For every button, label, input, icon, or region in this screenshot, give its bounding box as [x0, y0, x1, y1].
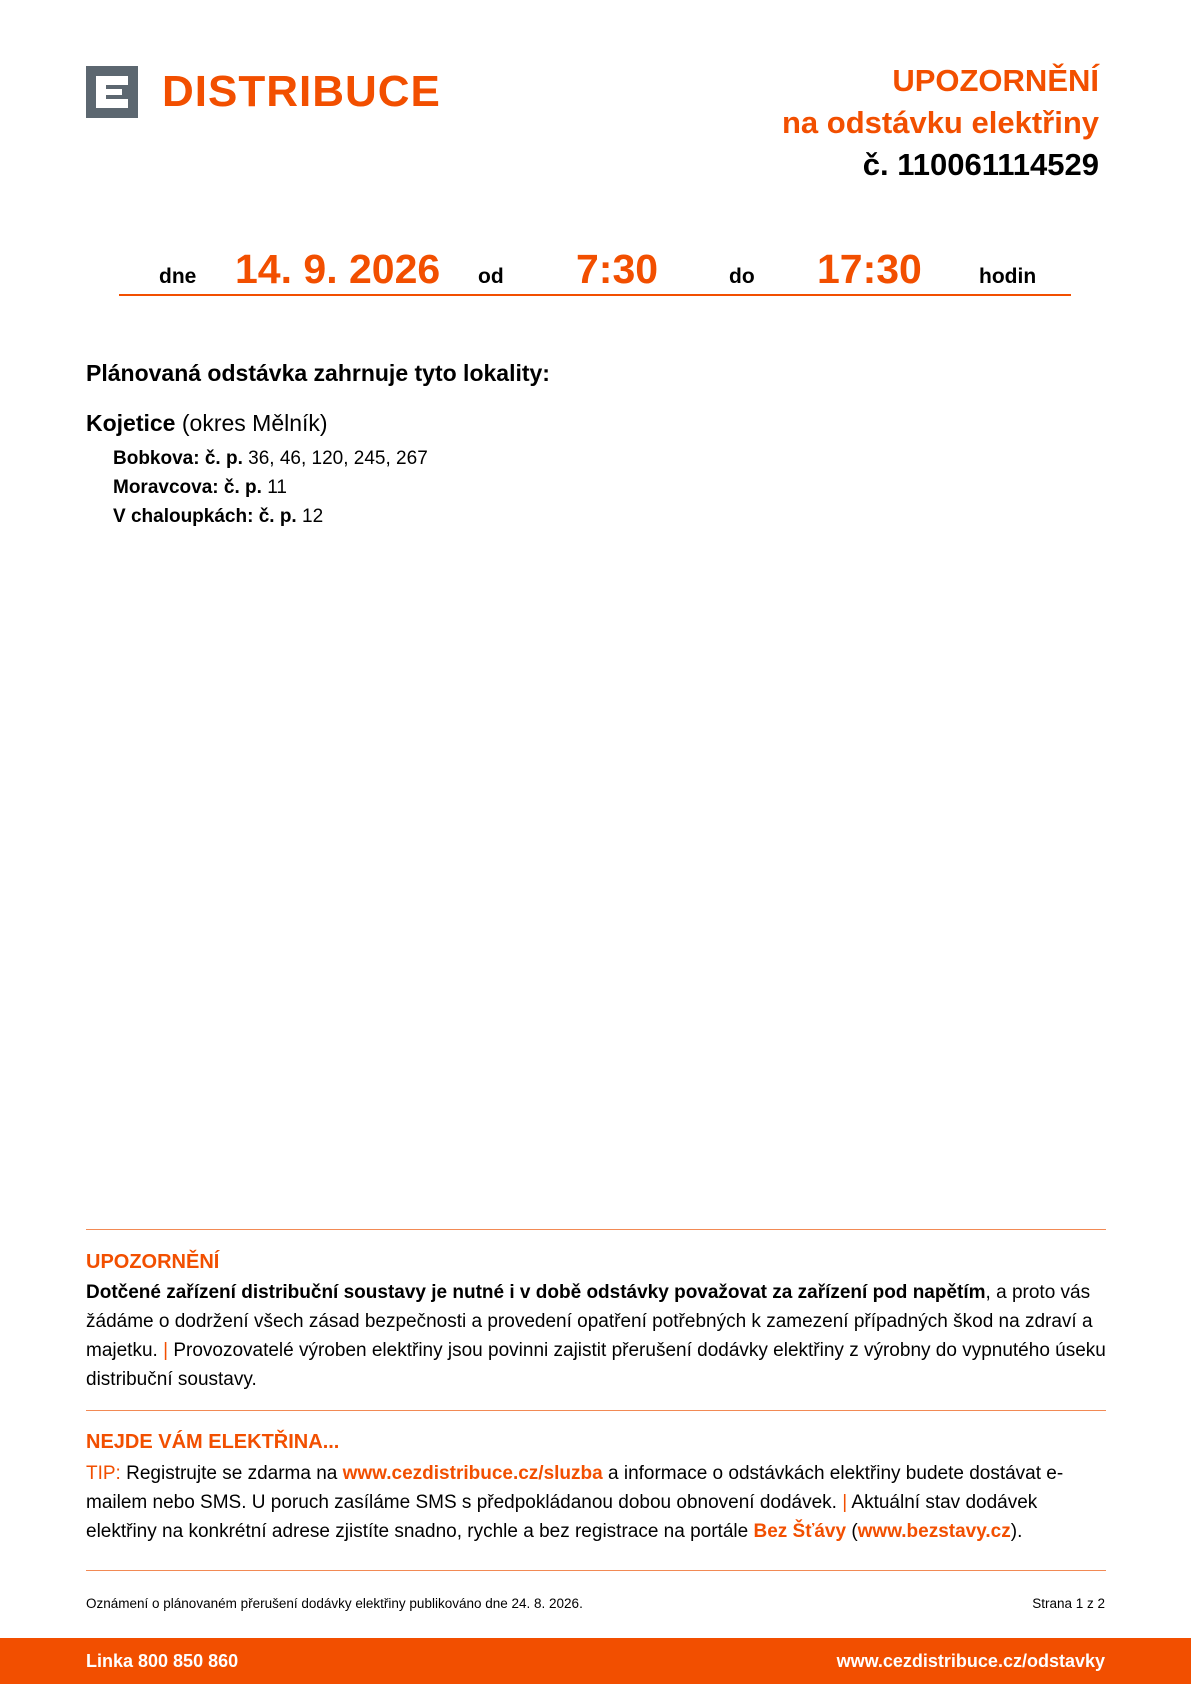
street-name: V chaloupkách: [113, 506, 254, 527]
publication-note: Oznámení o plánovaném přerušení dodávky elektřiny publikováno dne 24. 8. 2026. [86, 1596, 583, 1611]
to-label: do [729, 265, 755, 288]
hours-label: hodin [979, 265, 1037, 288]
warning-title: UPOZORNĚNÍ [86, 1251, 220, 1273]
separator: | [842, 1492, 848, 1513]
warning-bold-text: Dotčené zařízení distribuční soustavy je nutné i v době odstávky považovat za zařízení pod napětím [86, 1282, 986, 1303]
bezstavy-link[interactable]: www.bezstavy.cz [857, 1521, 1011, 1542]
house-numbers: 36, 46, 120, 245, 267 [248, 448, 428, 469]
footer-bar [0, 1638, 1191, 1684]
open-paren: ( [851, 1521, 858, 1542]
info-title: NEJDE VÁM ELEKTŘINA... [86, 1431, 340, 1453]
info-text-1: Registrujte se zdarma na [126, 1463, 338, 1484]
outage-dateline [119, 240, 1071, 296]
info-text-2: a informace o odstávkách elektřiny budete dostávat e-mailem nebo SMS. U poruch zasíláme SMS s předpokládanou dobou obnovení dodávek. [86, 1463, 1064, 1513]
divider [86, 1410, 1106, 1411]
portal-name-link[interactable]: Bez Šťávy [753, 1521, 847, 1542]
list-item [113, 473, 428, 502]
warning-text-2: Provozovatelé výroben elektřiny jsou povinni zajistit přerušení dodávky elektřiny z výrobny do vypnutého úseku distribuční soustavy. [86, 1340, 1106, 1390]
divider [86, 1229, 1106, 1230]
list-item [113, 502, 428, 531]
date-label: dne [159, 265, 197, 288]
locations-heading: Plánovaná odstávka zahrnuje tyto lokality: [86, 360, 550, 386]
divider [86, 1570, 1106, 1571]
street-list [113, 444, 428, 531]
document-title: UPOZORNĚNÍ [892, 63, 1099, 98]
close-paren: ). [1010, 1521, 1023, 1542]
hotline: Linka 800 850 860 [86, 1651, 239, 1671]
town-name: Kojetice [86, 410, 176, 436]
town-district: (okres Mělník) [181, 410, 328, 436]
document-header [782, 60, 1099, 186]
cp-label: č. p. [223, 477, 262, 498]
info-text-3: Aktuální stav dodávek elektřiny na konkrétní adrese zjistíte snadno, rychle a bez registrace na portále [86, 1492, 1038, 1542]
logo-text: DISTRIBUCE [162, 67, 441, 116]
page-number: Strana 1 z 2 [1032, 1596, 1105, 1611]
tip-label: TIP: [86, 1463, 121, 1484]
cp-label: č. p. [204, 448, 243, 469]
street-name: Bobkova: [113, 448, 200, 469]
time-to: 17:30 [817, 246, 922, 292]
list-item [113, 444, 428, 473]
cp-label: č. p. [258, 506, 297, 527]
from-label: od [478, 265, 504, 288]
outages-url-link[interactable]: www.cezdistribuce.cz/odstavky [836, 1651, 1105, 1671]
house-numbers: 11 [267, 477, 287, 498]
registration-link[interactable]: www.cezdistribuce.cz/sluzba [342, 1463, 603, 1484]
street-name: Moravcova: [113, 477, 219, 498]
house-numbers: 12 [302, 506, 324, 527]
separator: | [163, 1340, 169, 1361]
warning-text-1: , a proto vás žádáme o dodržení všech zásad bezpečnosti a provedení opatření potřebných k zamezení případných škod na zdraví a majetku. [86, 1282, 1093, 1361]
document-number: č. 110061114529 [862, 147, 1099, 182]
outage-date: 14. 9. 2026 [235, 246, 441, 292]
time-from: 7:30 [576, 246, 659, 292]
info-text [86, 1459, 1108, 1546]
warning-text [86, 1278, 1108, 1394]
cez-logo-icon [86, 66, 138, 118]
brand-logo [86, 66, 441, 118]
document-subtitle: na odstávku elektřiny [781, 105, 1099, 140]
town [86, 410, 328, 437]
